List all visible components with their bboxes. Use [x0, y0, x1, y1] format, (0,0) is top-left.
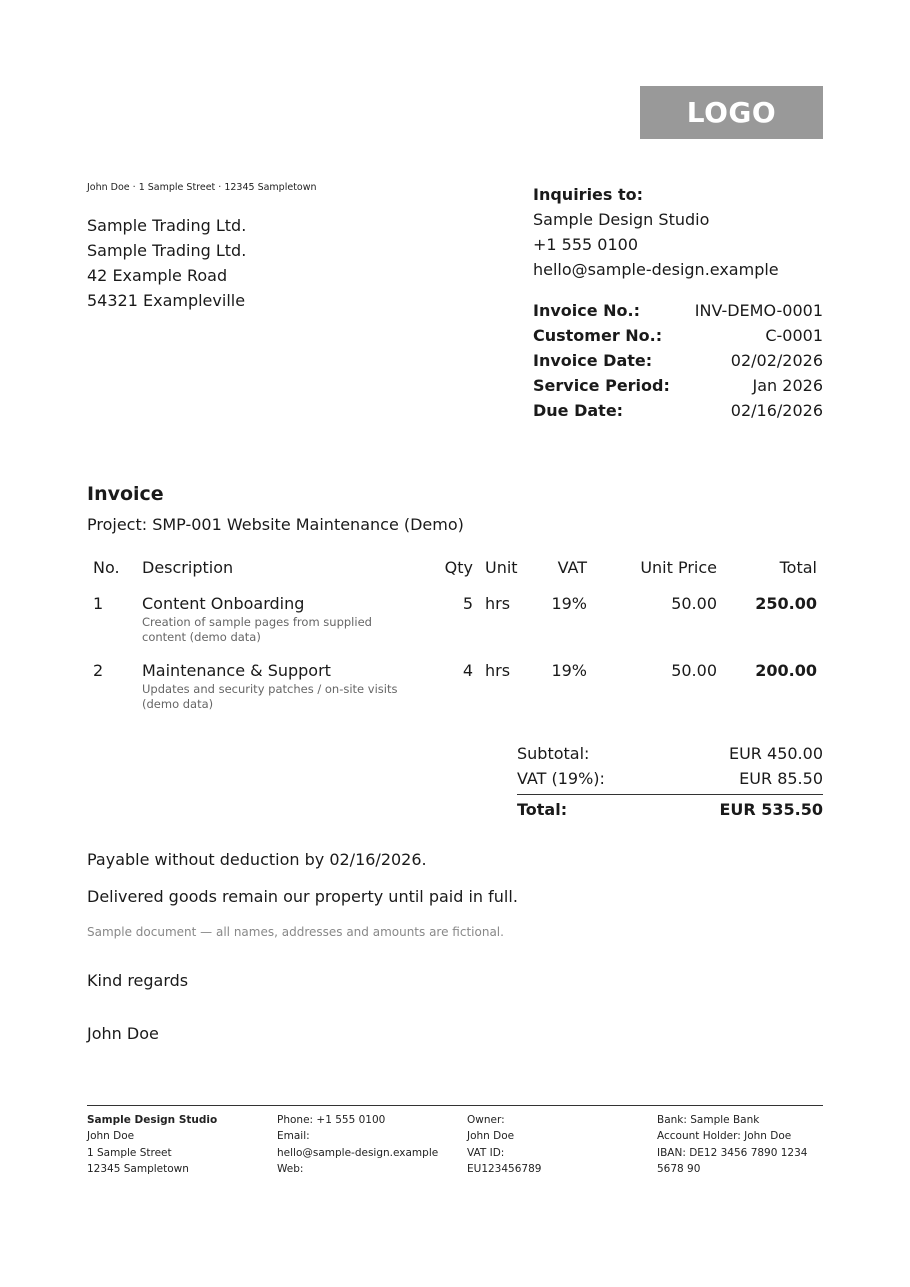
totals-block [517, 741, 823, 822]
footer-iban: IBAN: DE12 3456 7890 1234 5678 90 [657, 1146, 808, 1175]
recipient-line: Sample Trading Ltd. [87, 216, 247, 235]
meta-row-invoice-date [533, 348, 823, 373]
row-vat: 19% [551, 594, 587, 613]
vat-row [517, 766, 823, 791]
row-qty: 4 [462, 661, 473, 680]
footer-divider [87, 1105, 823, 1106]
footer-account-holder: Account Holder: John Doe [657, 1130, 792, 1143]
meta-row-service-period [533, 373, 823, 398]
recipient-line: Sample Trading Ltd. [87, 241, 247, 260]
sender-address-line: John Doe · 1 Sample Street · 12345 Sampletown [87, 182, 317, 193]
footer-phone: Phone: +1 555 0100 [277, 1114, 386, 1126]
footer-vat-label: VAT ID: [467, 1146, 505, 1159]
row-detail: Updates and security patches / on-site visits (demo data) [142, 682, 398, 711]
footer-city: 12345 Sampletown [87, 1162, 189, 1175]
table-row [87, 661, 823, 721]
row-unit: hrs [485, 594, 511, 613]
meta-label: Service Period: [533, 376, 670, 395]
footer-email: hello@sample-design.example [277, 1146, 439, 1159]
row-total: 250.00 [755, 594, 817, 613]
inquiries-email: hello@sample-design.example [533, 260, 779, 279]
subtotal-value: EUR 450.00 [728, 744, 823, 763]
inquiries-phone: +1 555 0100 [533, 235, 639, 254]
meta-value: 02/16/2026 [730, 401, 823, 420]
subtotal-label: Subtotal: [517, 744, 590, 763]
footer-contact [277, 1112, 457, 1177]
footer-web-label: Web: [277, 1162, 304, 1175]
row-unit: hrs [485, 661, 511, 680]
row-qty: 5 [462, 594, 473, 613]
recipient-line: 42 Example Road [87, 266, 228, 285]
row-total: 200.00 [755, 661, 817, 680]
header-description: Description [142, 558, 234, 577]
grand-total-label: Total: [517, 800, 568, 819]
header-qty: Qty [444, 558, 473, 577]
recipient-line: 54321 Exampleville [87, 291, 246, 310]
signer-name: John Doe [87, 1024, 159, 1043]
footer-bank-name: Bank: Sample Bank [657, 1114, 760, 1126]
project-line: Project: SMP-001 Website Maintenance (Demo) [87, 515, 464, 534]
footer-company-name: Sample Design Studio [87, 1114, 218, 1126]
payment-terms: Payable without deduction by 02/16/2026. [87, 850, 427, 869]
meta-label: Due Date: [533, 401, 624, 420]
footer-email-label: Email: [277, 1130, 310, 1143]
grand-total-row [517, 794, 823, 822]
grand-total-value: EUR 535.50 [719, 800, 823, 819]
footer-owner-label: Owner: [467, 1114, 505, 1126]
document-title: Invoice [87, 483, 164, 505]
footer-legal [467, 1112, 647, 1177]
header-unit: Unit [485, 558, 518, 577]
meta-row-customer-no [533, 323, 823, 348]
row-no: 1 [93, 594, 104, 613]
company-logo: LOGO [640, 86, 823, 139]
footer-owner: John Doe [467, 1130, 515, 1143]
row-unit-price: 50.00 [671, 661, 717, 680]
header-no: No. [93, 558, 120, 577]
footer-street: 1 Sample Street [87, 1146, 172, 1159]
row-unit-price: 50.00 [671, 594, 717, 613]
header-total: Total [779, 558, 817, 577]
meta-value: Jan 2026 [752, 376, 823, 395]
subtotal-row [517, 741, 823, 766]
vat-value: EUR 85.50 [739, 769, 823, 788]
header-vat: VAT [557, 558, 587, 577]
recipient-address [87, 213, 246, 313]
table-row [87, 594, 823, 654]
row-description: Content Onboarding [142, 594, 305, 613]
meta-value: INV-DEMO-0001 [694, 301, 823, 320]
footer-company [87, 1112, 267, 1177]
row-vat: 19% [551, 661, 587, 680]
row-detail: Creation of sample pages from supplied content (demo data) [142, 615, 372, 644]
meta-row-invoice-no [533, 298, 823, 323]
inquiries-block [533, 182, 823, 282]
header-unit-price: Unit Price [640, 558, 717, 577]
inquiries-heading: Inquiries to: [533, 185, 644, 204]
closing: Kind regards [87, 971, 189, 990]
footer-owner-name: John Doe [87, 1130, 135, 1143]
meta-label: Customer No.: [533, 326, 663, 345]
footer-vat-id: EU123456789 [467, 1162, 542, 1175]
row-description: Maintenance & Support [142, 661, 331, 680]
disclaimer: Sample document — all names, addresses and amounts are fictional. [87, 925, 504, 939]
inquiries-company: Sample Design Studio [533, 210, 710, 229]
meta-row-due-date [533, 398, 823, 423]
footer-bank [657, 1112, 827, 1177]
meta-value: 02/02/2026 [730, 351, 823, 370]
meta-value: C-0001 [765, 326, 823, 345]
invoice-meta [533, 298, 823, 423]
retention-note: Delivered goods remain our property until paid in full. [87, 887, 518, 906]
vat-label: VAT (19%): [517, 769, 605, 788]
meta-label: Invoice Date: [533, 351, 653, 370]
meta-label: Invoice No.: [533, 301, 641, 320]
row-no: 2 [93, 661, 104, 680]
